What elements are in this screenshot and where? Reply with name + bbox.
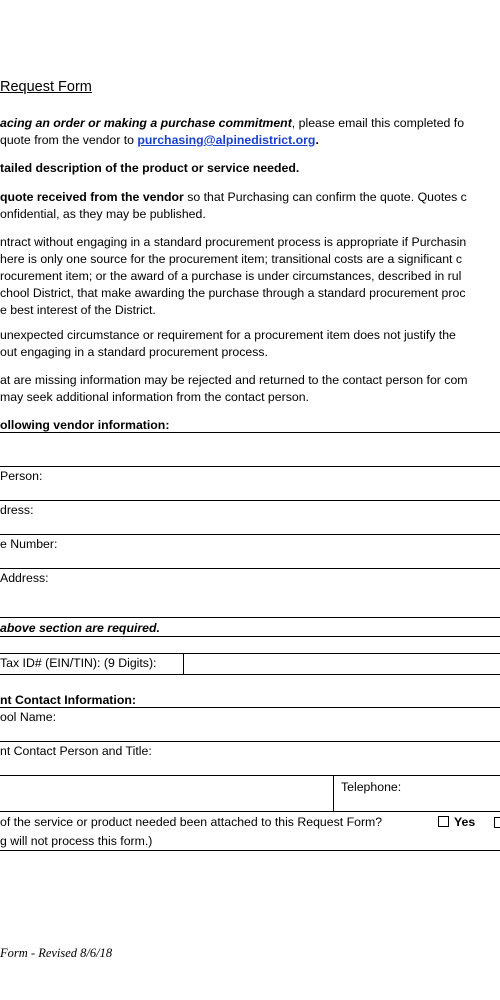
telephone-field[interactable]	[0, 811, 500, 812]
tax-id-field[interactable]	[0, 674, 500, 675]
vendor-contact-person-label: Person:	[0, 469, 43, 483]
attachment-question: of the service or product needed been attached to this Request Form?	[0, 815, 383, 829]
instruction-4-line: here is only one source for the procurement item; transitional costs are a significant c	[0, 252, 463, 266]
divider	[0, 707, 500, 708]
divider	[333, 775, 334, 811]
vendor-address-field[interactable]	[0, 534, 500, 535]
divider	[0, 653, 500, 654]
tax-id-label: Tax ID# (EIN/TIN): (9 Digits):	[0, 656, 157, 670]
vendor-contact-person-field[interactable]	[0, 500, 500, 501]
instruction-4-line: ntract without engaging in a standard procurement process is appropriate if Purchasin	[0, 235, 467, 249]
instruction-4-line: rocurement item; or the award of a purchase is under circumstances, described in rul	[0, 269, 462, 283]
instruction-6-line: at are missing information may be rejected and returned to the contact person for com	[0, 373, 468, 387]
instruction-5-line: out engaging in a standard procurement process.	[0, 345, 268, 359]
telephone-label: Telephone:	[341, 780, 402, 794]
instruction-3-lead: quote received from the vendor	[0, 190, 184, 204]
contact-title-field[interactable]	[0, 775, 500, 776]
instruction-1-period: .	[315, 133, 319, 147]
divider	[0, 850, 500, 851]
vendor-phone-field[interactable]	[0, 568, 500, 569]
instruction-1-lead: acing an order or making a purchase commitment	[0, 116, 292, 130]
instruction-3-rest: so that Purchasing can confirm the quote. Quotes c	[183, 190, 467, 204]
vendor-info-heading: ollowing vendor information:	[0, 418, 170, 432]
vendor-phone-label: e Number:	[0, 537, 58, 551]
vendor-address-label: dress:	[0, 503, 34, 517]
vendor-email-field[interactable]	[0, 617, 500, 618]
no-checkbox[interactable]	[494, 817, 500, 828]
school-name-field[interactable]	[0, 741, 500, 742]
vendor-email-label: Address:	[0, 571, 49, 585]
school-name-label: ool Name:	[0, 710, 57, 724]
requestor-contact-heading: nt Contact Information:	[0, 693, 136, 707]
processing-note: g will not process this form.)	[0, 834, 153, 848]
yes-checkbox[interactable]	[438, 816, 449, 827]
instruction-6-line: may seek additional information from the contact person.	[0, 390, 309, 404]
divider	[0, 636, 500, 637]
divider	[0, 466, 500, 467]
divider	[0, 432, 500, 433]
yes-option[interactable]	[438, 815, 475, 829]
instruction-4-line: e best interest of the District.	[0, 303, 156, 317]
form-revision-footer: Form - Revised 8/6/18	[0, 946, 113, 960]
required-note: above section are required.	[0, 621, 160, 635]
instruction-paragraph-2: tailed description of the product or service needed.	[0, 161, 300, 175]
instruction-5-line: unexpected circumstance or requirement for a procurement item does not justify the	[0, 328, 456, 342]
divider	[183, 653, 184, 674]
form-title: Request Form	[0, 79, 92, 95]
instruction-1-line2: quote from the vendor to	[0, 133, 138, 147]
purchasing-email-link[interactable]: purchasing@alpinedistrict.org	[137, 133, 316, 147]
instruction-1-rest: , please email this completed fo	[291, 116, 465, 130]
instruction-3-line2: onfidential, as they may be published.	[0, 207, 206, 221]
contact-title-label: nt Contact Person and Title:	[0, 744, 152, 758]
instruction-4-line: chool District, that make awarding the purchase through a standard procurement proc	[0, 286, 466, 300]
yes-label: Yes	[454, 815, 476, 829]
